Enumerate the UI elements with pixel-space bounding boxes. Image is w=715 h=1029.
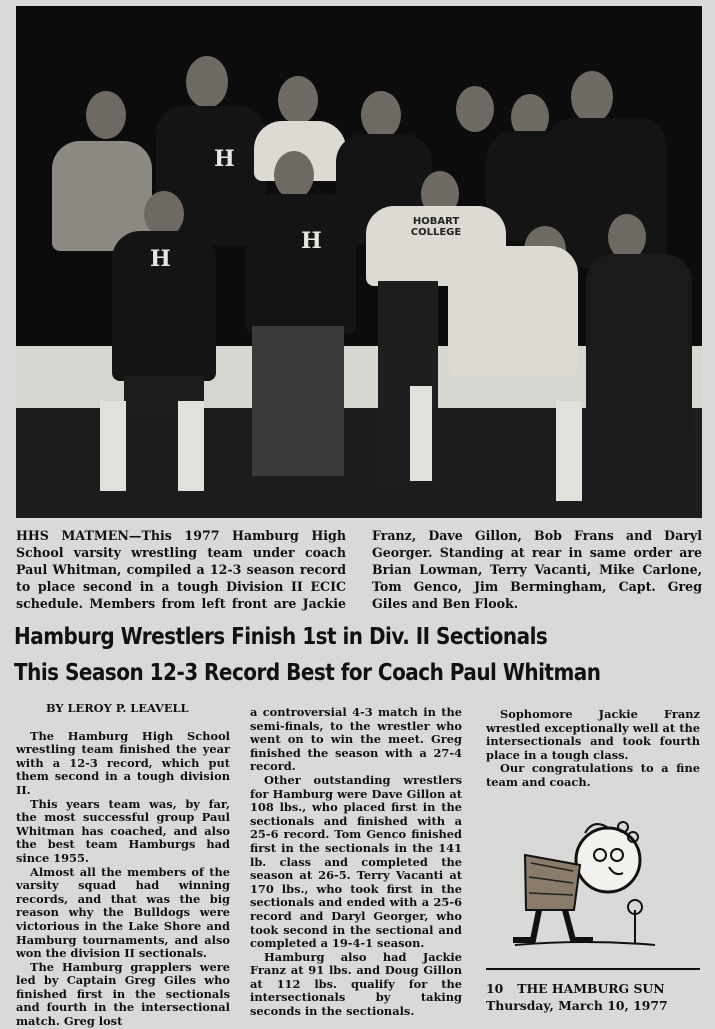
jersey-letter: H	[214, 146, 235, 172]
wrestler-head	[186, 56, 228, 108]
article-column-3	[486, 708, 700, 790]
wrestler-sock	[178, 401, 204, 491]
wrestler-head	[456, 86, 494, 132]
wrestler-legs	[252, 326, 344, 476]
wrestler-head	[278, 76, 318, 124]
paragraph: a controversial 4-3 match in the semi-finals, to the wrestler who went on to win the meet. Greg finished the season with a 27-4 record.	[250, 705, 462, 774]
article-column-1	[16, 702, 230, 1029]
paragraph: Our congratulations to a fine team and coach.	[486, 761, 700, 789]
wrestler-shirt	[246, 194, 356, 334]
page-folio	[486, 968, 700, 1014]
caption-lead: HHS MATMEN	[16, 528, 129, 543]
team-photo	[16, 6, 702, 518]
wrestler-sock	[556, 401, 582, 501]
page-number: 10	[486, 981, 504, 996]
wrestler-sock	[100, 401, 126, 491]
paragraph: Other outstanding wrestlers for Hamburg were Dave Gillon at 108 lbs., who placed first in the sectionals and finished with a 25-6 record. Tom Genco finished first in the sectionals in the 141 lb. class and completed the season at 26-5. Terry Vacanti at 170 lbs., who took first in the sectionals and ended with a 25-6 record and Daryl Georger, who took second in the sectional and completed a 19-4-1 season.	[250, 772, 462, 951]
newspaper-name: THE HAMBURG SUN	[517, 981, 665, 996]
headline-line-2: This Season 12-3 Record Best for Coach Paul Whitman	[14, 660, 601, 686]
wrestler-shirt	[586, 254, 692, 434]
wrestler-sock	[410, 386, 432, 481]
photo-caption	[16, 527, 702, 612]
paragraph: The Hamburg High School wrestling team finished the year with a 12-3 record, which put them second in a tough division II.	[16, 728, 230, 797]
headline-line-1: Hamburg Wrestlers Finish 1st in Div. II Sectionals	[14, 624, 548, 650]
shirt-print: HOBART COLLEGE	[410, 216, 462, 238]
wrestler-head	[86, 91, 126, 139]
issue-date: Thursday, March 10, 1977	[486, 998, 668, 1013]
jersey-letter: H	[150, 246, 171, 272]
article-column-2	[250, 706, 462, 1019]
paragraph: Almost all the members of the varsity squad had winning records, and that was the big reason why the Bulldogs were victorious in the Lake Shore and Hamburg tournaments, and also won the division II sectionals.	[16, 864, 230, 961]
jersey-letter: H	[301, 228, 322, 254]
cartoon-illustration	[505, 815, 665, 955]
wrestler-head	[571, 71, 613, 123]
paragraph: This years team was, by far, the most successful group Paul Whitman has coached, and also the best team Hamburgs had since 1955.	[16, 796, 230, 865]
byline: BY LEROY P. LEAVELL	[46, 701, 189, 715]
paragraph: The Hamburg grapplers were led by Captain Greg Giles who finished first in the sectionals and fourth in the intersectional match. Greg lost	[16, 959, 230, 1029]
caption-text: —This 1977 Hamburg High School varsity wrestling team under coach Paul Whitman, compiled a 12-3 season record to place second in a tough Division II ECIC schedule. Members from left front are Jackie Franz, Dave Gillon, Bob Frans and Daryl Georger. Standing at rear in same order are Brian Lowman, Terry Vacanti, Mike Carlone, Tom Genco, Jim Bermingham, Capt. Greg Giles and Ben Flook.	[16, 528, 702, 611]
wrestler-head	[361, 91, 401, 139]
wrestler-shirt	[448, 246, 578, 376]
wrestler-head	[274, 151, 314, 199]
paragraph: Hamburg also had Jackie Franz at 91 lbs. and Doug Gillon at 112 lbs. qualify for the intersectionals by taking seconds in the sectionals.	[250, 949, 462, 1019]
paragraph: Sophomore Jackie Franz wrestled exceptionally well at the intersectionals and took fourth place in a tough class.	[486, 707, 700, 762]
